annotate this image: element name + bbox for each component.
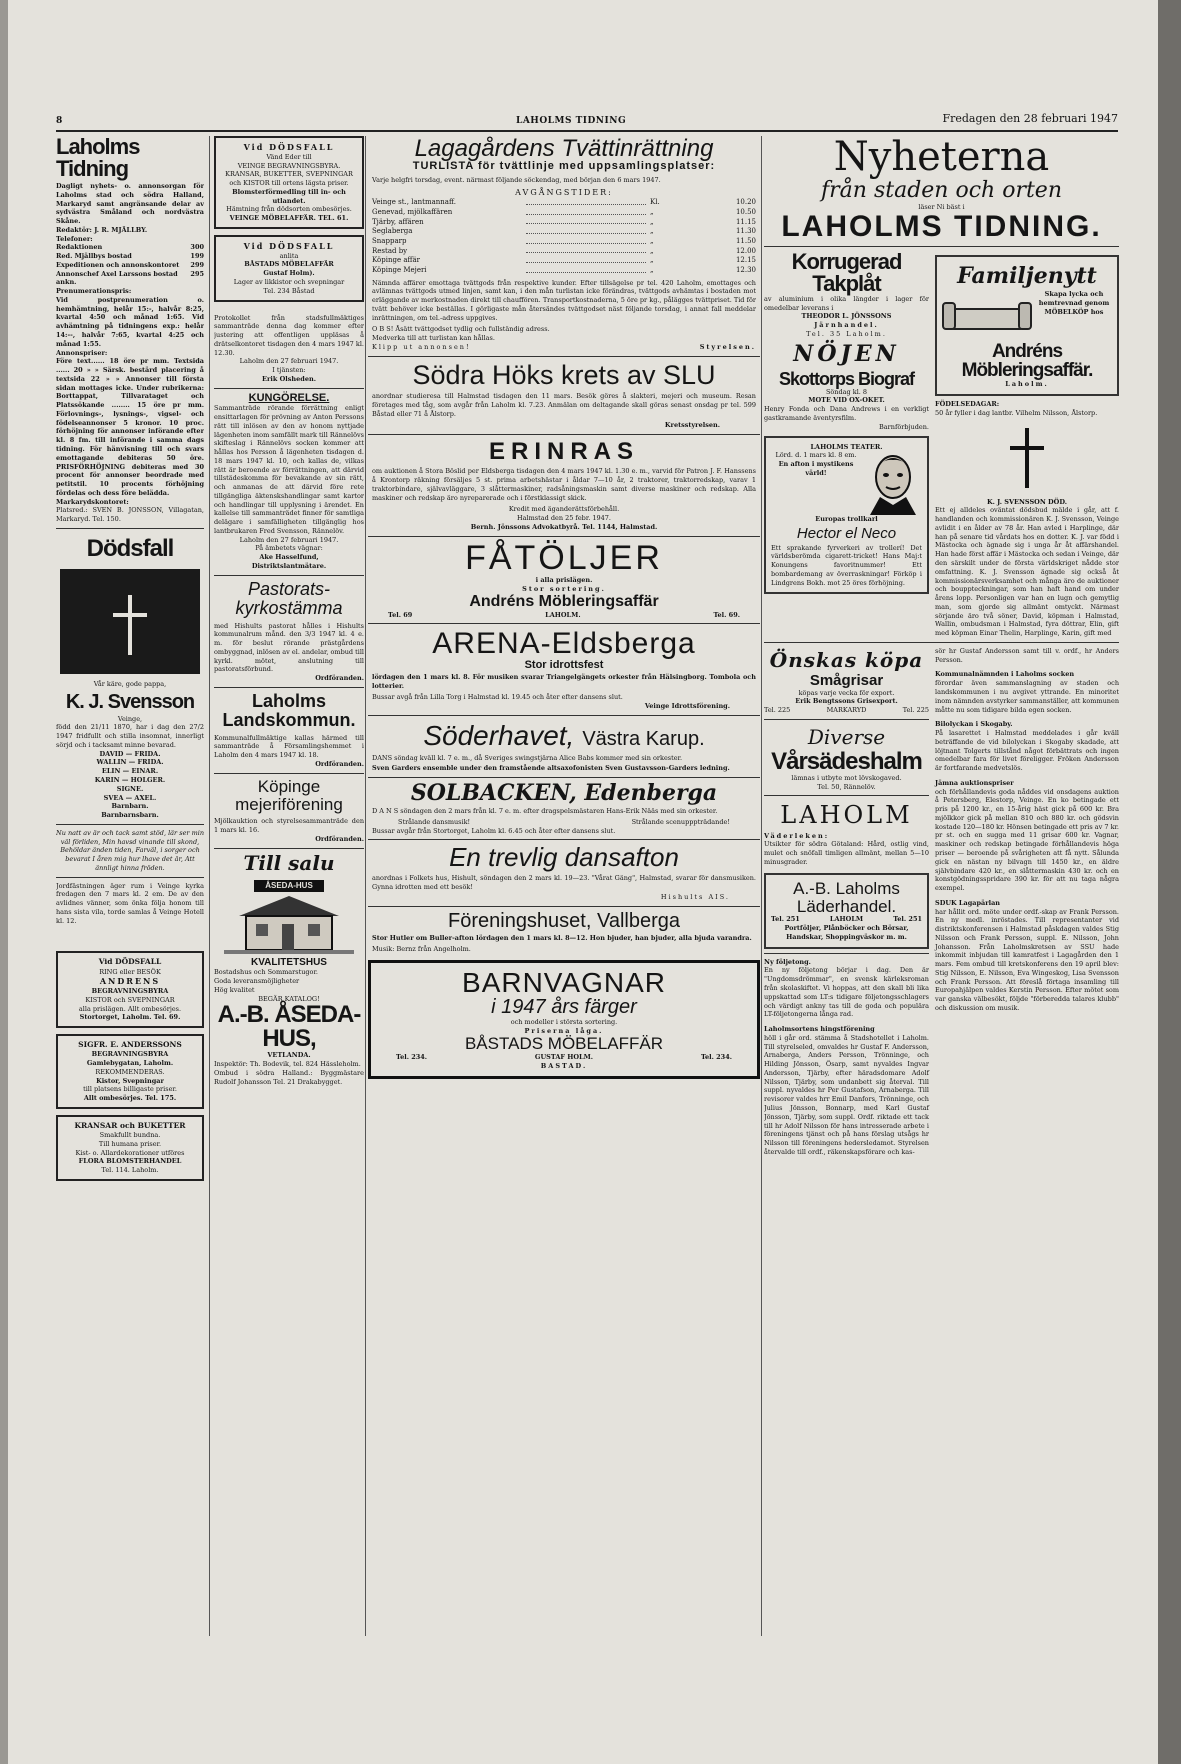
solbacken-text: D A N S söndagen den 2 mars från kl. 7 e. m. efter dragspelsmästaren Hans-Erik Nääs med sin orkester. bbox=[372, 807, 718, 816]
dansafton-sign: Hishults AIS. bbox=[660, 893, 730, 902]
column-divider bbox=[761, 136, 762, 1636]
kommunalnamnden-text: förordar även sammanslagning av staden och landskommunen i nu avgivet yttrande. En minoritet inom nämnden avstyrker sammanställer, att kommunen måtte nu som tidigare bilda egen socken. bbox=[935, 679, 1119, 714]
fatoljer-sort: Stor sortering. bbox=[522, 585, 606, 594]
onskas-title: Önskas köpa bbox=[769, 647, 924, 672]
pastorat-text: med Hishults pastorat hålles i Hishults kommunalrum månd. den 3/3 1947 kl. 4 e. m. för beslut rörande prästgårdens ombyggnad, inlösen av el. andelar, ombud till kyrkl. mötet, anslutning till pastoratsförbund. bbox=[214, 621, 364, 674]
barnvagnar-city: BASTAD. bbox=[540, 1062, 588, 1071]
hingstforening-title: Laholmsortens hingstförening bbox=[764, 1025, 875, 1034]
pastorat-title: Pastorats-kyrkostämma bbox=[235, 578, 343, 618]
route-row: Veinge st., lantmannaff. Kl. 10.20 bbox=[372, 198, 756, 207]
landskommun-text: Kommunalfullmäktige kallas härmed till sammanträde å Församlingshemmet i Laholm den 4 mars 1947 kl. 18. bbox=[214, 733, 364, 760]
ads-text: Före text...... 18 öre pr mm. Textsida ...... 20 » » Särsk. bestärd placering å textsida 22 » » Annonser till första sidan mottages icke. Under rubrikerna: Borttappat, Tillvarataget och Platssökande ........ 15 öre pr mm. Förlovnings-, lysnings-, vigsel- och födelseannonser 5 kronor. 10 proc. förhöjning för annonser införande efter kl. 8 fm. till införande i samma dags tidning. För hänvisning till och svars emottagande debiteras 50 öre. PRISFÖRHÖJNING debiteras med 30 procent för annonser beordrade med petitstil. 10 procents förhöjning fördelas och dess före belädda. bbox=[56, 357, 204, 497]
foljetong-title: Ny följetong. bbox=[764, 957, 811, 966]
magician-portrait-icon bbox=[864, 451, 922, 515]
erinras-credit: Kredit med äganderättsförbehåll. bbox=[508, 505, 620, 514]
nyheterna-read: läser Ni bäst i bbox=[918, 203, 965, 211]
funeral-ad-andrens: Vid DÖDSFALL RING eller BESÖK ANDRENS BEGRAVNINGSBYRA KISTOR och SVEPNINGAR alla prislägen. Allt ombesörjes. Stortorget, Laholm. Tel. 69. bbox=[56, 951, 204, 1028]
column-4 bbox=[764, 136, 1119, 1651]
death-place: Veinge, bbox=[117, 714, 143, 723]
takplat-tel: Tel. 35 Laholm. bbox=[806, 329, 887, 338]
phone-row: Expeditionen och annonskontoret 299 bbox=[56, 260, 204, 269]
page-number: 8 bbox=[56, 116, 63, 126]
lagagarden-thanks: Medverka till att turlistan kan hållas. bbox=[372, 334, 495, 343]
varsadeshalm-text: lämnas i utbyte mot lövskogaved. bbox=[791, 773, 902, 782]
arena-sign: Veinge Idrottsförening. bbox=[644, 701, 730, 710]
erinras-date: Halmstad den 25 febr. 1947. bbox=[517, 514, 611, 523]
solbacken-title: SOLBACKEN, Edenberga bbox=[410, 780, 718, 807]
death-verse: Nu natt av är och tack samt stöd, lär ser min väl förliden, Min havsd vinande till skond, Behöldar änden tiden, Farväl, i sorger och bevarat I åren mig hur lhave det är, Att ännligt hinna fröden. bbox=[56, 828, 204, 872]
takplat-store2: Järnhandel. bbox=[814, 321, 879, 330]
dansafton-title: En trevlig dansafton bbox=[449, 842, 679, 873]
route-row: Tjärby, affären „ 11.15 bbox=[372, 217, 756, 226]
solbacken-bus: Bussar avgår från Stortorget, Laholm kl. 6.45 och åter efter dansens slut. bbox=[372, 826, 616, 835]
foreningshuset-music: Musik: Bernz från Angelholm. bbox=[372, 944, 471, 953]
column-2 bbox=[214, 136, 364, 1651]
death-text: född den 21/11 1870, har i dag den 27/2 1947 fridfullt och stilla insomnat, innerligt sörjd och i tacksamt minne bevarad. bbox=[56, 723, 204, 749]
hus-point: Bostadshus och Sommarstugor. bbox=[214, 968, 318, 977]
florist-ad: KRANSAR och BUKETTER Smakfullt bundna. Till humana priser. Kist- o. Allardekorationer utföres FLORA BLOMSTERHANDEL Tel. 114. Laholm. bbox=[56, 1115, 204, 1181]
editor: Redaktör: J. R. MJÄLLBY. bbox=[56, 225, 148, 234]
kungorelse-sign: Ake Hasselfund, bbox=[259, 553, 319, 562]
katalog-label: BEGÄR KATALOG! bbox=[258, 994, 320, 1003]
vetlanda-label: VETLANDA. bbox=[267, 1051, 311, 1060]
foreningshuset-text: Stor Hutler om Buller-afton lördagen den 1 mars kl. 8—12. Hon bjuder, han bjuder, alla bjuda varandra. bbox=[372, 934, 752, 943]
arena-text: lördagen den 1 mars kl. 8. För musiken svarar Triangelgängets orkester från Hälsingborg. Tombola och lotterier. bbox=[372, 673, 756, 691]
erinras-title: ERINRAS bbox=[488, 438, 639, 466]
hector-text: Ett sprakande fyrverkeri av trollerí! Det världsberömda cigarett-tricket! Hans Maj:t Konungens favoritnummer! Ett bombardemang av överraskningar! Förköp i Lindgrens Bokh. mot 25 öres förhöjning. bbox=[771, 543, 922, 587]
kopinge-sign: Ordföranden. bbox=[315, 834, 364, 843]
hector-title: Hector el Neco bbox=[796, 525, 897, 543]
vader-text: Utsikter för södra Götaland: Hård, ostlig vind, mulet och snöfall timligen allmänt, mellan 5—10 minusgrader. bbox=[764, 840, 929, 866]
familjenytt-text: Skapa lycka och hemtrevnad genom MÖBELKÖP hos bbox=[1038, 290, 1110, 316]
column-divider bbox=[209, 136, 210, 1636]
laderhandel-ad bbox=[764, 873, 929, 949]
svensson-title: K. J. SVENSSON DÖD. bbox=[987, 497, 1067, 506]
lagagarden-obs: O B S! Åsätt tvättgodset tydlig och fullständig adress. bbox=[372, 325, 550, 334]
laderhandel-text: Portföljer, Plånböcker och Börsar, Handskar, Shoppingväskor m. m. bbox=[784, 924, 909, 941]
pastorat-sign: Ordföranden. bbox=[315, 674, 364, 683]
sduk-text: har hållit ord. möte under ordf.-skap av Frank Persson. En ny medl. inröstades. Till representanter vid distriktskonferensen i Halmstad påskdagen valdes Stig Nilsson och Frank Persson, suppl. E. Nilsson, John Johansson. Från Laholmskretsen av SSU hade inkommit inbjudan till kamratfest i Lagagården den 1 mars. Fem ombud till kretskonferens den 19 april blev: Stig Nilsson, E. Nilsson, Eva Wingeskog, Lisa Svensson och Frank Persson. Att föreslå förtaga insamling till Europahjälpen valdes Kerstin Persson. Efter mötet som var ganska välbesökt, följde "förberedda talares klubb" och diskussion om musik. bbox=[935, 907, 1119, 1012]
familjenytt-city: Laholm. bbox=[1005, 380, 1049, 389]
phone-row: Red. Mjällbys bostad 199 bbox=[56, 252, 204, 261]
teater-ad: LAHOLMS TEATER. Lörd. d. 1 mars kl. 8 em. En afton i mystikens värld! Europas trollkarl Hector el Neco Ett sprakande fyrverkeri av trollerí! Det världsberömda cigarett-tricket! Hans Maj:t Konungens favoritnummer! Ett bombardemang av överraskningar! Förköp i Lindgrens Bokh. mot 25 öres förhöjning. bbox=[764, 436, 929, 595]
hoks-text: anordnar studieresa till Halmstad tisdagen den 11 mars. Besök göres å slakteri, mejeri och museum. Resan företages med tåg, som avgår från Laholm kl. 7.23. Anmälan om deltagande skall göras senast onsdag pr tel. 599 Båstad eller 71 å Ålstorp. bbox=[372, 392, 756, 418]
varsadeshalm-owner: Tel. 50, Rännelöv. bbox=[817, 782, 876, 791]
landskommun-title: Laholms Landskommun. bbox=[222, 690, 356, 730]
page-edge-shadow bbox=[1158, 0, 1181, 1764]
sofa-illustration-icon bbox=[942, 294, 1032, 338]
protocol-notice: Protokollet från stadsfullmäktiges sammanträde denna dag kommer efter justering att offentligen uppläsas å drätselkontoret tisdagen den 4 mars 1947 kl. 12.30. bbox=[214, 313, 364, 357]
lagagarden-sub: TURLISTA för tvättlinje med uppsamlingsplatser: bbox=[412, 160, 716, 173]
barnvagnar-price: Priserna låga. bbox=[524, 1026, 604, 1035]
barnvagnar-tel-row: Tel. 234. GUSTAF HOLM. Tel. 234. bbox=[396, 1053, 732, 1062]
soderhavet-heading bbox=[368, 720, 760, 752]
takplat-store: THEODOR L. JÖNSSONS bbox=[801, 312, 892, 321]
mourner: SVEA — AXEL. bbox=[103, 793, 157, 802]
route-row: Snapparp „ 11.50 bbox=[372, 236, 756, 245]
bilolyckan-title: Bilolyckan i Skogaby. bbox=[935, 720, 1013, 729]
biograf-note: Barnförbjuden. bbox=[879, 422, 929, 431]
barnvagnar-store: BÅSTADS MÖBELAFFÄR bbox=[464, 1034, 664, 1054]
nyheterna-paper: LAHOLMS TIDNING. bbox=[781, 209, 1102, 243]
hoks-sign: Kretsstyrelsen. bbox=[664, 421, 720, 430]
biograf-when: Söndag kl. 8 bbox=[825, 387, 868, 396]
newspaper-page bbox=[8, 0, 1158, 1764]
phone-row: Annonschef Axel Larssons bostad ankn. 295 bbox=[56, 269, 204, 287]
route-row: Restad by „ 12.00 bbox=[372, 246, 756, 255]
cross-icon bbox=[113, 595, 147, 655]
biograf-text: Henry Fonda och Dana Andrews i en verkligt gastkramande äventyrsfilm. bbox=[764, 405, 929, 422]
varsadeshalm-title: Vårsädeshalm bbox=[771, 747, 922, 775]
right-subcolumn-2 bbox=[935, 647, 1119, 1157]
house-sign-text: ÅSEDA-HUS bbox=[265, 880, 313, 890]
fodelsedagar-text: 50 år fyller i dag lantbr. Vilhelm Nilsson, Ålstorp. bbox=[935, 408, 1098, 417]
lagagarden-text: Nämnda affärer emottaga tvättgods från respektive kunder. Efter tillsägelse pr tel. 420 Laholm, emottages och avlämnas tvättgods utmed linjen, samt kan, i den mån turlistan icke förändras, tvättgods avhämtas i bostaden mot erläggande av merkostnaden direkt till chauffören. Transportkostnaderna, 5 öre pr kg., pålägges tvättpriset. Tid för tvätt behöver icke beställas. I görligaste mån återsändes tvättgodset näst följande torsdag, i annat fall meddelar inrättningen, om tel.-adress uppgives. bbox=[372, 278, 756, 322]
hus-point: Hög kvalitet bbox=[214, 985, 255, 994]
left-subcolumn bbox=[764, 248, 929, 638]
barnvagnar-title: BARNVAGNAR bbox=[462, 966, 666, 998]
foljetong-text: En ny följetong börjar i dag. Den är "Ungdomsdrömmar", en svensk kärleksroman från skolaskiftet. Vi hoppas, att den skall bli lika uppskattad som LT:s tidigare följetongsschlagers och värdigt ankny tas till de goda och populära LT-följetongerna långa rad. bbox=[764, 966, 929, 1019]
till-salu-title: Till salu bbox=[243, 850, 335, 875]
takplat-text: av aluminium i olika längder i lager för omedelbar leverans i bbox=[764, 294, 929, 312]
kungorelse-text: Sammanträde rörande förrättning enligt ensittarlagen för prövning av Anton Perssons rätt till inlösen av den av honom nyttjade lägenheten inom samfällt mark till Rännelövs skifteslag i Rännelövs socken kommer att hållas hos Persson å lägenheten tisdagen d. 18 mars 1947 kl. 10, och kallas de, vilkas rätt är beroende av förrättningen, att därvid tillstädeskomma för bevakande av sin rätt, och anmanas de att därvid före rete tillgängliga äktenskshandlingar samt kartor och handlingar till upplysning i ärendet. En kallelse till sammanträdet finner för samtliga delägare i samfälligheten tillgänglig hos lantbrukaren Fred Svensson, Rännelöv. bbox=[214, 404, 364, 535]
smagrisar-tel-row: Tel. 225 MARKARYD Tel. 225 bbox=[764, 706, 929, 715]
mourner: ELIN — EINAR. bbox=[101, 767, 159, 776]
mourning-block bbox=[60, 569, 200, 674]
protocol-date: Laholm den 27 februari 1947. bbox=[239, 357, 339, 366]
cross-icon bbox=[1010, 428, 1044, 488]
kopinge-title: Köpinge mejeriförening bbox=[235, 776, 343, 814]
barnvagnar-ad bbox=[368, 960, 760, 1079]
kvalitetshus-label: KVALITETSHUS bbox=[251, 956, 327, 968]
masthead: Laholms Tidning bbox=[56, 136, 140, 181]
paper-name: LAHOLMS TIDNING bbox=[516, 116, 627, 126]
ombud-text: Ombud i södra Halland.: Byggmästare Rudolf Johansson Tel. 21 Drakabygget. bbox=[214, 1068, 364, 1086]
header-rule bbox=[56, 130, 1118, 132]
sduk-title: SDUK Lagapärlan bbox=[935, 898, 1001, 907]
kungorelse-date: Laholm den 27 februari 1947. bbox=[239, 535, 339, 544]
soderhavet-title: Söderhavet, bbox=[423, 719, 575, 751]
arena-bus: Bussar avgå från Lilla Torg i Halmstad kl. 19.45 och åter efter dansens slut. bbox=[372, 692, 623, 701]
left-subcolumn-2 bbox=[764, 647, 929, 1157]
route-row: Köpinge affär „ 12.15 bbox=[372, 256, 756, 265]
familjenytt-box bbox=[935, 255, 1119, 396]
teater-title: LAHOLMS TEATER. bbox=[810, 442, 883, 451]
smagrisar-store: Erik Bengtssons Grisexport. bbox=[795, 697, 898, 706]
fatoljer-store: Andréns Möbleringsaffär bbox=[469, 592, 659, 610]
column-divider bbox=[365, 136, 366, 1636]
hoks-title: Södra Höks krets av SLU bbox=[412, 359, 716, 390]
aseda-hus-title: A.-B. ÅSEDA-HUS, bbox=[217, 1001, 361, 1053]
arena-sub: Stor idrottsfest bbox=[524, 658, 604, 671]
phones-label: Telefoner: bbox=[56, 234, 93, 243]
diverse-title: Diverse bbox=[807, 724, 886, 749]
office-label: Markarydskontoret: bbox=[56, 497, 129, 506]
laholm-title: LAHOLM bbox=[780, 801, 913, 830]
dansafton-text: anordnas i Folkets hus, Hishult, söndagen den 2 mars kl. 19—23. "Vårat Gäng", Halmstad, svarar för dansmusiken. Gynna idrotten med ett besök! bbox=[372, 873, 756, 891]
funeral-text: Jordfästningen äger rum i Veinge kyrka fredagen den 7 mars kl. 2 em. De av den avlidnes vänner, som önka följa honom till hans sista vila, torde samlas å Veinge Hotell kl. 12. bbox=[56, 881, 204, 925]
column-1 bbox=[56, 136, 204, 1636]
soderhavet-text2: Sven Garders ensemble under den framstående altsaxofonisten Sven Gustavsson-Garders ledning. bbox=[372, 764, 730, 773]
hingstforening-text: höll i går ord. stämma å Stadshotellet i Laholm. Till styrelseled, omvaldes hr Gustaf F. Andersson, Arnaberga, Anders Persson, Trönninge, och Hilding Jönsson, Ösarp, samt nyvaldes Ingvar Andersson, Tjärby, efter häradsdomare Adolf Nilsson, Tjärby, som undanbett sig återval. Till suppl. nyvaldes hr Per Gustafson, Arnaberga. Till revisorer valdes hrr Emil Danfors, Trönninge, och Julius Jönsson, Bonnarp, med Karl Gustaf Jönsson, Tjärby, som suppl. Ordf. riktade ett tack till hr Adolf Nilsson för hans intresserade arbete i föreningens tjänst och på hans förslag utsågs hr Nilsson till föreningens hedersledamot. Styrelsen återvalde till ordf., räkenskapsförare och kas- bbox=[764, 1033, 929, 1156]
route-row: Köpinge Mejeri „ 12.30 bbox=[372, 265, 756, 274]
route-row: Seglaberga „ 11.30 bbox=[372, 227, 756, 236]
biograf-title: Skottorps Biograf bbox=[778, 368, 914, 389]
death-title: Dödsfall bbox=[86, 534, 174, 562]
mourner: KARIN — HOLGER. bbox=[94, 775, 166, 784]
mourner: SIGNE. bbox=[116, 784, 144, 793]
fatoljer-title: FÅTÖLJER bbox=[465, 538, 663, 577]
issue-date: Fredagen den 28 februari 1947 bbox=[942, 112, 1118, 125]
lagagarden-sign: Klipp ut annonsen! Styrelsen. bbox=[372, 342, 756, 351]
hus-point: Goda leveransmöjligheter bbox=[214, 977, 300, 985]
svensson-text: Ett ej alldeles oväntat dödsbud mälde i går, att f. handlanden och kommissionären K. J. Svensson, Veinge avlidit i en ålder av 78 år. Han avled i Harplinge, där han på senare tid vårdats hos en dotter. K. J. var född i Mästocka och ägnade sig i unga år åt affärshandel. Han hade först affär i Mästocka och sedan i Veinge, där den särskilt under de första världskriget nådde stor omfattning. K. J. Svensson ägnade sig också åt kommissionärsverksamhet och många äro de auktioner och bouppteckningar, som han haft hand om under årens lopp. Personligen var han en lugn och gemytlig man, som gjorde sig allmänt omtyckt. Närmast sörjande äro två söner, David, köpman i Halmstad, Wallin, ombudsman i Halmstad, fyra döttrar, Elin, gift med köpman Einar Thelin, Harplinge, Karin, gift med bbox=[935, 506, 1119, 638]
biograf-film: MOTE VID OX-OKET. bbox=[808, 396, 885, 405]
solbacken-row: Strålande dansmusik! Strålande scenupppträdande! bbox=[398, 817, 730, 826]
masthead-intro: Dagligt nyhets- o. annonsorgan för Laholms stad och södra Halland, Markaryd samt angränsande delar av sydvästra Småland och nordvästra Skåne. bbox=[56, 182, 204, 226]
kungorelse-title: KUNGÖRELSE. bbox=[248, 391, 330, 404]
office-text: Platsred.: SVEN B. JONSSON, Villagatan, Markaryd. Tel. 150. bbox=[56, 506, 204, 524]
protocol-role: I tjänsten: bbox=[272, 366, 306, 375]
death-intro: Vår käre, gode pappa, bbox=[93, 679, 167, 688]
barnvagnar-text: och modeller i största sortering. bbox=[510, 1017, 618, 1026]
smagrisar-text: köpas varje vecka för export. bbox=[798, 688, 895, 697]
smagrisar-title: Smågrisar bbox=[809, 671, 884, 689]
soderhavet-place: Västra Karup. bbox=[582, 727, 705, 750]
erinras-text: om auktionen å Stora Böslid per Eldsberga tisdagen den 4 mars 1947 kl. 1.30 e. m., varvid för Patron J. F. Hanssens å Krontorp räkning försäljes 5 st. prima arbetshästar i åldar 7—10 år, 2 traktorer, traktorredskap, varav 1 traktorbindare, självavläggare, 3 slåttermaskiner, radsåningsmaskin samt diverse maskiner och redskap. Alla maskiner och redskap äro nyreparerade och i förstklassigt skick. bbox=[372, 467, 756, 502]
mourner: Barnbarnsbarn. bbox=[101, 811, 159, 820]
kopinge-text: Mjölkauktion och styrelsesammanträde den 1 mars kl. 16. bbox=[214, 817, 364, 835]
bilolyckan-text: På lasarettet i Halmstad meddelades i går kväll beträffande de vid bilolyckan i Skogaby skadade, att löjtnant Tolgerts tillstånd något förbättrats och ingen omedelbar fara för livet föreligger. Fröken Andersson är fortfarande medvetslös. bbox=[935, 729, 1119, 773]
veinge-funeral-ad: Vid DÖDSFALL Vänd Eder till VEINGE BEGRAVNINGSBYRA. KRANSAR, BUKETTER, SVEPNINGAR och KISTOR till ortens lägsta priser. Blomsterförmedling till in- och utlandet. Hämtning från dödsorten ombesörjes. VEINGE MÖBELAFFÄR. TEL. 61. bbox=[214, 136, 364, 229]
inspektor-text: Inspektör: Th. Bodevik, tel. 824 Hässleholm. bbox=[214, 1060, 361, 1069]
prices-text: Vid postprenumeration o. hemhämtning, helår 15:-, halvår 8:25, kvartal 4:50 och månad 1:65. Vid avhämtning på tidningens exp.: helår 14:--, halvår 7:65, kvartal 4:25 och månad 1:55. bbox=[56, 295, 204, 348]
house-illustration-icon bbox=[224, 878, 354, 954]
kungorelse-sign2: Distriktslantmätare. bbox=[251, 562, 327, 570]
vader-label: Väderleken: bbox=[764, 831, 830, 840]
laderhandel-title: A.-B. Laholms Läderhandel. bbox=[793, 878, 900, 916]
mourner: WALLIN — FRIDA. bbox=[96, 758, 164, 767]
lagagarden-title: Lagagårdens Tvättinrättning bbox=[414, 136, 714, 162]
right-subcolumn bbox=[935, 251, 1119, 638]
landskommun-sign: Ordföranden. bbox=[315, 759, 364, 768]
bastad-funeral-ad: Vid DÖDSFALL anlita BÅSTADS MÖBELAFFÄR Gustaf Holm). Lager av likkistor och svepningar Tel. 234 Båstad bbox=[214, 235, 364, 302]
nyheterna-title: Nyheterna bbox=[833, 136, 1050, 180]
auktionspriser-title: Jämna auktionspriser bbox=[935, 778, 1014, 787]
barnvagnar-sub: i 1947 års färger bbox=[491, 995, 637, 1018]
phone-row: Redaktionen 300 bbox=[56, 243, 204, 252]
nojen-title: NÖJEN bbox=[793, 340, 900, 367]
familjenytt-title: Familjenytt bbox=[957, 262, 1097, 289]
auktionspriser-text: och förhållandevis goda nåddes vid onsdagens auktion å Petersberg, Elestorp, Veinge. En ko betingade ett pris på 1200 kr., en 15-årig häst gick på 600 kr. Bra mjölkkor gick på mellan 810 och 880 kr. och gödsvin kostade 120—180 kr. Hönsen betingade ett pris av 7 kr. pr st. och en sugga med 11 grisar 600 kr. Vagnar, maskiner och redskap betingade förhållandevis höga priser — beroende på svårigheten att få nytt. Sålunda gick en nästan ny bilvagn till 1450 kr., en äldre självbindare 420 kr., en slåttermaskin 430 kr. och en konstgödningsspridare 390 kr. för att nu taga några exempel. bbox=[935, 787, 1119, 893]
arena-title: ARENA-Eldsberga bbox=[432, 627, 696, 661]
funeral-ad-andersson: SIGFR. E. ANDERSSONS BEGRAVNINGSBYRA Gamlebygatan, Laholm. REKOMMENDERAS. Kistor, Svepningar till platsens billigaste priser. Allt ombesörjes. Tel. 175. bbox=[56, 1034, 204, 1109]
column-3 bbox=[368, 136, 760, 1651]
death-name: K. J. Svensson bbox=[65, 690, 195, 713]
familjenytt-store: Andréns Möbleringsaffär. bbox=[961, 341, 1093, 382]
mourner: DAVID — FRIDA. bbox=[99, 749, 161, 758]
fodelsedagar-label: FÖDELSEDAGAR: bbox=[935, 400, 1000, 409]
mourner: Barnbarn. bbox=[111, 802, 149, 811]
foreningshuset-title: Föreningshuset, Vallberga bbox=[448, 910, 680, 933]
soderhavet-text: DANS söndag kväll kl. 7 e. m., då Sveriges swingstjärna Alice Babs kommer med sin orkester. bbox=[372, 753, 683, 762]
ads-label: Annonspriser: bbox=[56, 348, 108, 357]
page-header bbox=[56, 112, 1118, 130]
fatoljer-sub: i alla prislägen. bbox=[535, 576, 593, 585]
kungorelse-role: På ämbetets vägnar: bbox=[255, 544, 323, 553]
nyheterna-sub: från staden och orten bbox=[821, 178, 1062, 203]
takplat-title: Korrugerad Takplåt bbox=[791, 248, 902, 296]
lagagarden-head: AVGÅNGSTIDER: bbox=[515, 187, 613, 197]
prices-label: Prenumerationspris: bbox=[56, 287, 132, 296]
protocol-sign: Erik Olsheden. bbox=[262, 374, 316, 383]
erinras-sign: Bernh. Jönssons Advokatbyrå. Tel. 1144, Halmstad. bbox=[470, 522, 658, 531]
kommunalnamnden-title: Kommunalnämnden i Laholms socken bbox=[935, 670, 1075, 679]
laderhandel-tel-row: Tel. 251 LAHOLM Tel. 251 bbox=[771, 915, 922, 924]
route-row: Genevad, mjölkaffären „ 10.50 bbox=[372, 207, 756, 216]
svensson-cont: sör hr Gustaf Andersson samt till v. ordf., hr Anders Persson. bbox=[935, 646, 1119, 664]
fatoljer-tel-row: Tel. 69 LAHOLM. Tel. 69. bbox=[388, 610, 740, 619]
lagagarden-intro: Varje helgfri torsdag, event. närmast följande söckendag, med början den 6 mars 1947. bbox=[372, 175, 661, 184]
